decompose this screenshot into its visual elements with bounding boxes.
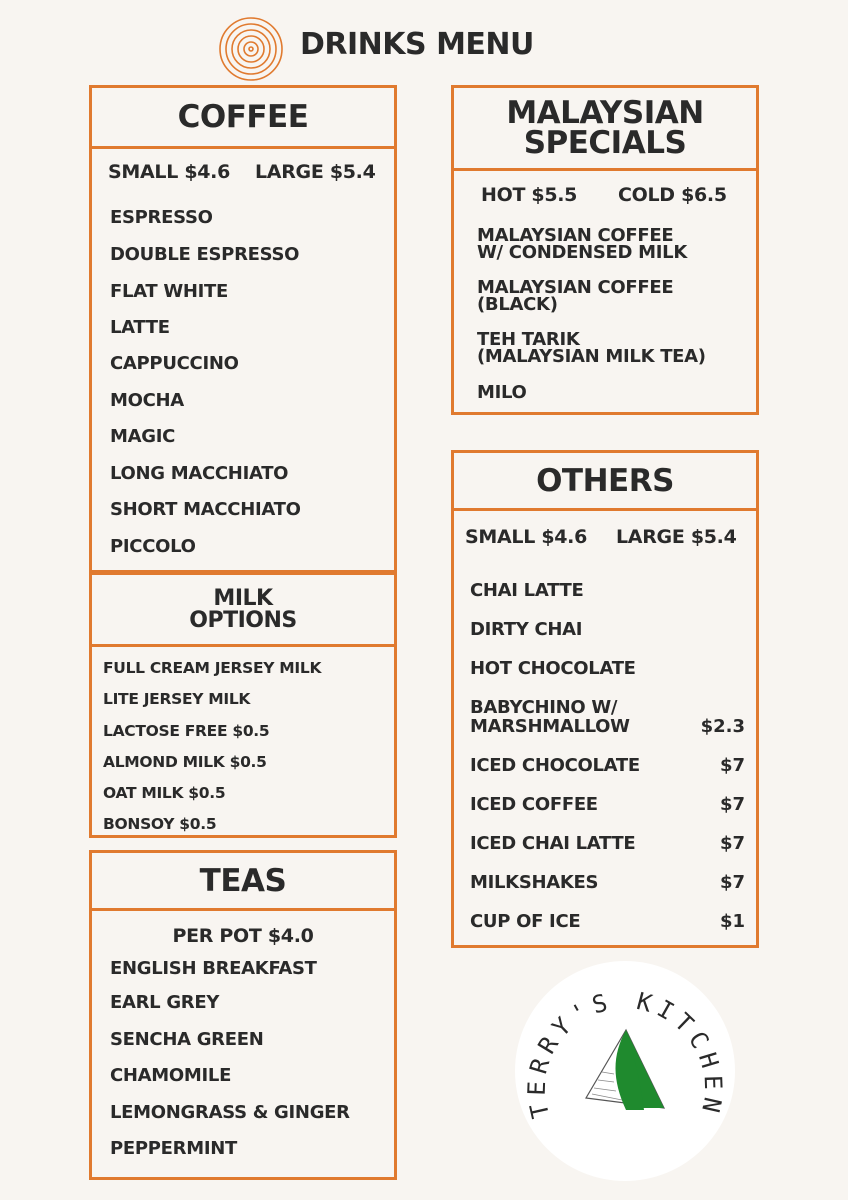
teas-title: TEAS bbox=[199, 862, 287, 899]
malaysian-item-line2: W/ CONDENSED MILK bbox=[477, 242, 687, 263]
others-large-price: LARGE $5.4 bbox=[616, 526, 737, 548]
coffee-item: PICCOLO bbox=[110, 536, 196, 557]
others-item: ICED CHAI LATTE bbox=[470, 833, 636, 854]
others-item-price: $7 bbox=[719, 833, 745, 854]
others-title: OTHERS bbox=[536, 462, 674, 499]
coffee-title: COFFEE bbox=[177, 99, 309, 135]
others-item: BABYCHINO W/ bbox=[470, 697, 618, 718]
malaysian-item-line2: (BLACK) bbox=[477, 294, 558, 315]
malaysian-item-line1: TEH TARIK bbox=[477, 329, 580, 350]
others-item: CUP OF ICE bbox=[470, 911, 581, 932]
milk-title-line2: OPTIONS bbox=[189, 607, 297, 633]
malaysian-title-line1: MALAYSIAN bbox=[506, 95, 704, 131]
others-item: MILKSHAKES bbox=[470, 872, 599, 893]
others-item: CHAI LATTE bbox=[470, 580, 584, 601]
milk-item: BONSOY $0.5 bbox=[103, 815, 217, 833]
others-item: ICED COFFEE bbox=[470, 794, 598, 815]
coffee-item: LATTE bbox=[110, 317, 170, 338]
coffee-small-price: SMALL $4.6 bbox=[108, 161, 231, 183]
others-item-price: $2.3 bbox=[700, 716, 745, 737]
milk-item: FULL CREAM JERSEY MILK bbox=[103, 659, 322, 677]
others-item-price: $7 bbox=[719, 755, 745, 776]
coffee-large-price: LARGE $5.4 bbox=[255, 161, 376, 183]
teas-header bbox=[92, 853, 394, 911]
others-section bbox=[451, 450, 759, 948]
tea-item: SENCHA GREEN bbox=[110, 1029, 264, 1050]
coffee-item: MAGIC bbox=[110, 426, 176, 447]
others-item: HOT CHOCOLATE bbox=[470, 658, 636, 679]
others-item-price: $1 bbox=[719, 911, 745, 932]
others-small-price: SMALL $4.6 bbox=[465, 526, 588, 548]
milk-item: LITE JERSEY MILK bbox=[103, 690, 251, 708]
concentric-circles-icon bbox=[218, 16, 284, 82]
others-item-price: $7 bbox=[719, 794, 745, 815]
others-header bbox=[454, 453, 756, 511]
others-item: ICED CHOCOLATE bbox=[470, 755, 640, 776]
malaysian-title-line2: SPECIALS bbox=[523, 125, 687, 161]
milk-item: OAT MILK $0.5 bbox=[103, 784, 226, 802]
coffee-item: DOUBLE ESPRESSO bbox=[110, 244, 300, 265]
terrys-kitchen-logo bbox=[514, 960, 736, 1182]
tea-item: CHAMOMILE bbox=[110, 1065, 232, 1086]
others-item: DIRTY CHAI bbox=[470, 619, 583, 640]
malaysian-header bbox=[454, 88, 756, 171]
teas-section bbox=[89, 850, 397, 1180]
milk-options-header bbox=[92, 575, 394, 647]
page-title: DRINKS MENU bbox=[300, 27, 534, 62]
tea-item: ENGLISH BREAKFAST bbox=[110, 958, 317, 979]
coffee-item: CAPPUCCINO bbox=[110, 353, 239, 374]
tea-item: EARL GREY bbox=[110, 992, 220, 1013]
malaysian-item-line1: MALAYSIAN COFFEE bbox=[477, 277, 674, 298]
teas-price: PER POT $4.0 bbox=[172, 925, 314, 947]
coffee-item: SHORT MACCHIATO bbox=[110, 499, 301, 520]
logo-text: TERRY'S KITCHEN bbox=[522, 986, 728, 1121]
malaysian-item-line1: MALAYSIAN COFFEE bbox=[477, 225, 674, 246]
tea-item: LEMONGRASS & GINGER bbox=[110, 1102, 350, 1123]
malaysian-item-line2: (MALAYSIAN MILK TEA) bbox=[477, 346, 706, 367]
coffee-item: ESPRESSO bbox=[110, 207, 213, 228]
coffee-item: LONG MACCHIATO bbox=[110, 463, 289, 484]
malaysian-item-line1: MILO bbox=[477, 382, 527, 403]
coffee-section bbox=[89, 85, 397, 573]
tea-item: PEPPERMINT bbox=[110, 1138, 237, 1159]
others-item-line2: MARSHMALLOW bbox=[470, 716, 630, 737]
malaysian-specials-section bbox=[451, 85, 759, 415]
coffee-item: FLAT WHITE bbox=[110, 281, 229, 302]
malaysian-cold-price: COLD $6.5 bbox=[618, 184, 727, 206]
malaysian-hot-price: HOT $5.5 bbox=[481, 184, 578, 206]
coffee-header bbox=[92, 88, 394, 149]
milk-item: ALMOND MILK $0.5 bbox=[103, 753, 267, 771]
coffee-item: MOCHA bbox=[110, 390, 184, 411]
milk-options-section bbox=[89, 572, 397, 838]
milk-title-line1: MILK bbox=[213, 585, 273, 611]
others-item-price: $7 bbox=[719, 872, 745, 893]
milk-item: LACTOSE FREE $0.5 bbox=[103, 722, 270, 740]
